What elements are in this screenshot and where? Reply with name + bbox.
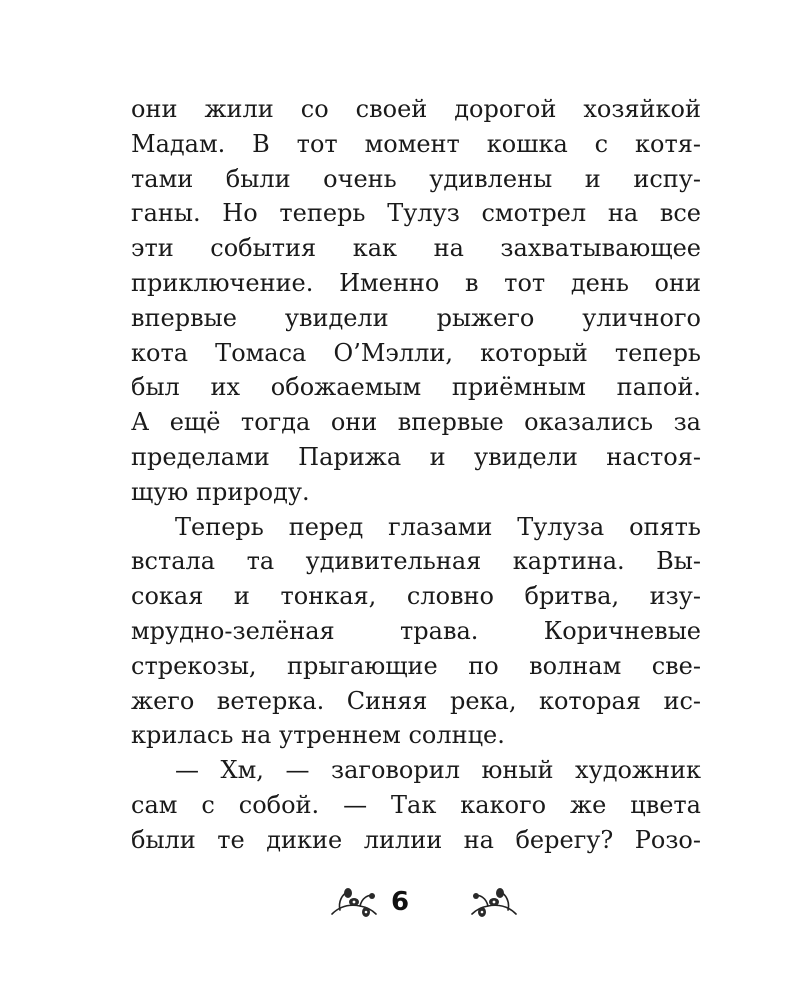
- text-line: сокая и тонкая, словно бритва, изу-: [131, 582, 701, 611]
- page-footer: [0, 882, 800, 926]
- text-line: были те дикие лилии на берегу? Розо-: [131, 825, 701, 854]
- text-line: жего ветерка. Синяя река, которая ис-: [131, 686, 701, 715]
- text-line: они жили со своей дорогой хозяйкой: [131, 95, 701, 123]
- text-line: сам с собой. — Так какого же цвета: [131, 790, 701, 819]
- text-line: стрекозы, прыгающие по волнам све-: [131, 651, 701, 680]
- text-line: А ещё тогда они впервые оказались за: [131, 408, 701, 437]
- text-line: Теперь перед глазами Тулуза опять: [175, 512, 701, 541]
- text-line: Мадам. В тот момент кошка с котя-: [131, 129, 701, 158]
- text-line: приключение. Именно в тот день они: [131, 268, 701, 297]
- floral-ornament-icon: [330, 884, 378, 920]
- text-line: ганы. Но теперь Тулуз смотрел на все: [131, 199, 701, 228]
- floral-ornament-icon: [470, 884, 518, 920]
- text-line: крилась на утреннем солнце.: [131, 721, 505, 750]
- page-number: 6: [390, 887, 410, 917]
- text-line: — Хм, — заговорил юный художник: [175, 756, 701, 785]
- text-line: щую природу.: [131, 477, 310, 506]
- text-line: мрудно-зелёная трава. Коричневые: [131, 616, 701, 645]
- text-line: тами были очень удивлены и испу-: [131, 164, 701, 193]
- text-line: кота Томаса О’Мэлли, который теперь: [131, 338, 701, 367]
- text-line: впервые увидели рыжего уличного: [131, 303, 701, 332]
- text-line: пределами Парижа и увидели настоя-: [131, 442, 701, 471]
- text-line: встала та удивительная картина. Вы-: [131, 547, 701, 576]
- body-text: [131, 92, 701, 858]
- text-line: был их обожаемым приёмным папой.: [131, 373, 701, 402]
- text-line: эти события как на захватывающее: [131, 234, 701, 263]
